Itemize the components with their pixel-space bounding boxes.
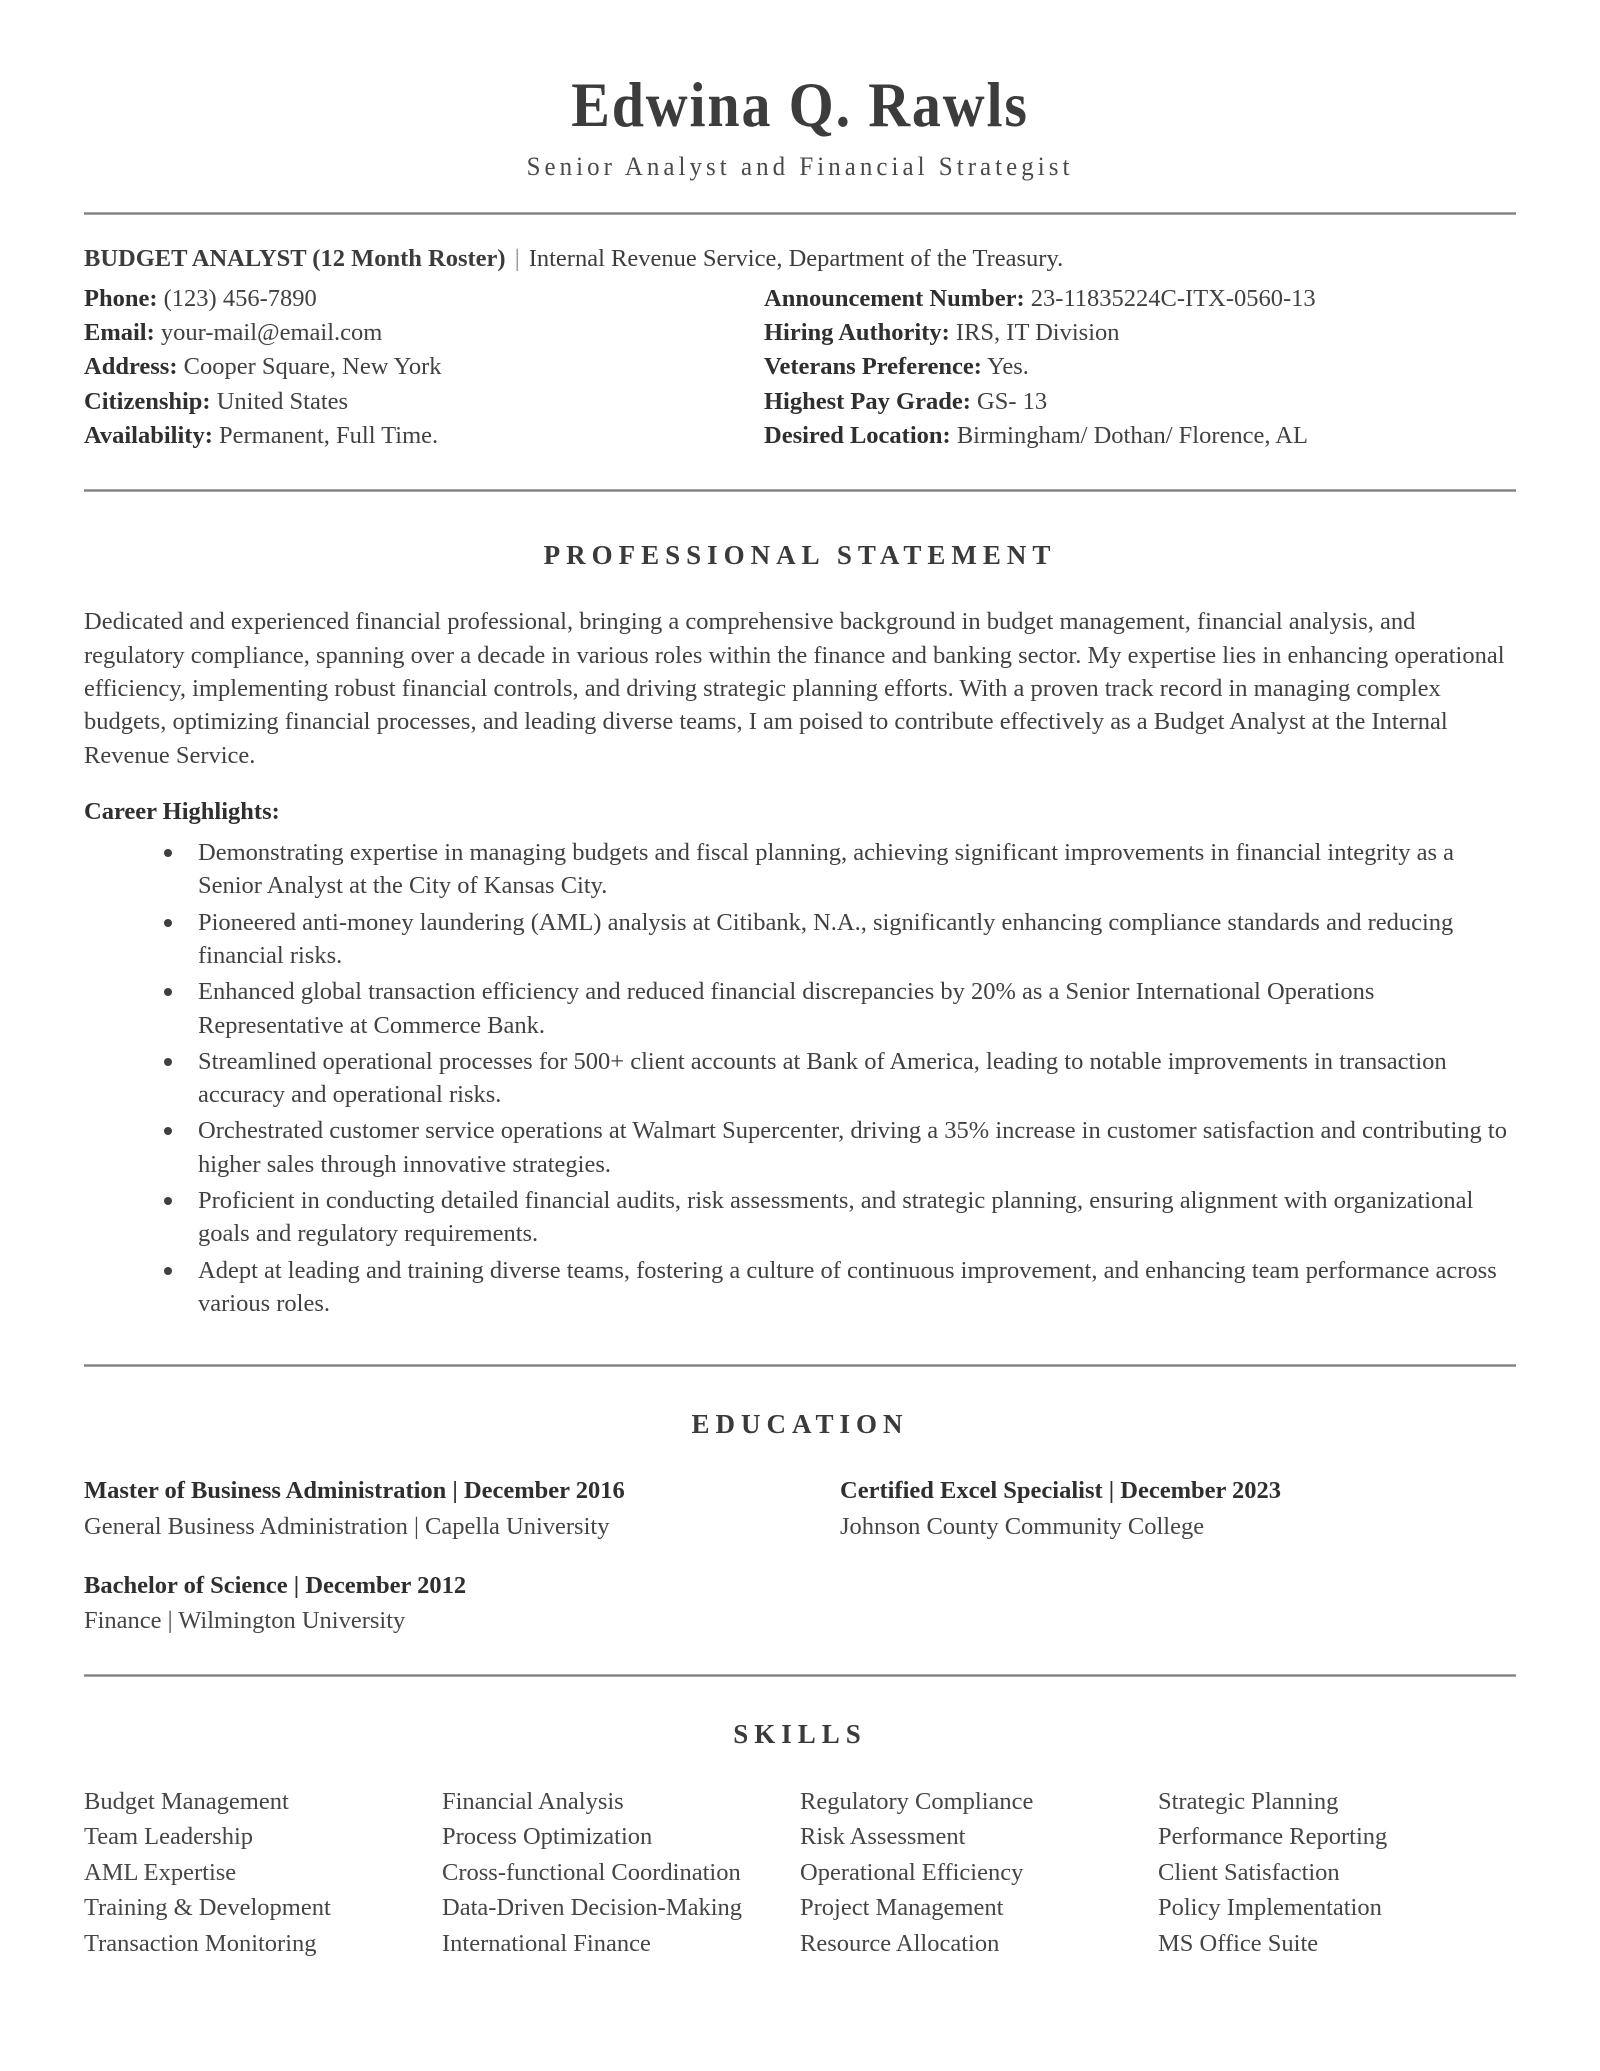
education-detail: Johnson County Community College — [840, 1512, 1205, 1540]
contact-label-availability: Availability: — [84, 422, 213, 450]
contact-value-veterans-preference: Yes. — [987, 353, 1029, 381]
education-degree: Bachelor of Science | December 2012 — [84, 1571, 467, 1599]
contact-label-address: Address: — [84, 353, 178, 381]
section-heading-professional-statement: PROFESSIONAL STATEMENT — [543, 540, 1057, 571]
contact-row-highest-pay-grade — [764, 385, 1516, 419]
contact-value-email: your-mail@email.com — [160, 319, 383, 347]
skill-item: Training & Development — [84, 1894, 331, 1922]
skill-item: Strategic Planning — [1158, 1787, 1339, 1815]
skills-column — [1158, 1784, 1516, 1962]
education-entry — [800, 1474, 1516, 1543]
contact-column-right — [764, 282, 1516, 453]
contact-column-left — [84, 282, 764, 453]
contact-label-hiring-authority: Hiring Authority: — [764, 319, 950, 347]
contact-row-hiring-authority — [764, 316, 1516, 350]
skill-item: Regulatory Compliance — [800, 1787, 1034, 1815]
education-row — [84, 1474, 1516, 1543]
skill-item: Project Management — [800, 1894, 1004, 1922]
contact-row-desired-location — [764, 419, 1516, 453]
education-entry — [84, 1569, 800, 1638]
list-item: Demonstrating expertise in managing budgets and fiscal planning, achieving significant improvements in financial integrity as a Senior Analyst at the City of Kansas City. — [156, 836, 1516, 903]
contact-row-announcement-number — [764, 282, 1516, 316]
contact-row-phone — [84, 282, 764, 316]
contact-label-citizenship: Citizenship: — [84, 387, 211, 415]
contact-value-desired-location: Birmingham/ Dothan/ Florence, AL — [956, 422, 1308, 450]
list-item: Adept at leading and training diverse teams, fostering a culture of continuous improvement, and enhancing team performance across various roles. — [156, 1254, 1516, 1321]
skill-item: Policy Implementation — [1158, 1894, 1382, 1922]
list-item: Orchestrated customer service operations at Walmart Supercenter, driving a 35% increase in customer satisfaction and contributing to higher sales through innovative strategies. — [156, 1114, 1516, 1181]
contact-row-citizenship — [84, 385, 764, 419]
list-item: Pioneered anti-money laundering (AML) analysis at Citibank, N.A., significantly enhancing compliance standards and reducing financial risks. — [156, 906, 1516, 973]
skill-item: International Finance — [442, 1929, 651, 1957]
skills-grid — [84, 1784, 1516, 1962]
contact-row-email — [84, 316, 764, 350]
education-divider — [84, 1364, 1516, 1367]
education-degree: Certified Excel Specialist | December 2023 — [840, 1477, 1282, 1505]
education-row — [84, 1569, 1516, 1638]
contact-value-announcement-number: 23-11835224C-ITX-0560-13 — [1030, 284, 1316, 312]
target-position-role: BUDGET ANALYST (12 Month Roster) — [84, 245, 506, 273]
skill-item: Client Satisfaction — [1158, 1858, 1340, 1886]
skill-item: MS Office Suite — [1158, 1929, 1319, 1957]
skill-item: Process Optimization — [442, 1823, 653, 1851]
skill-item: Operational Efficiency — [800, 1858, 1024, 1886]
skill-item: Data-Driven Decision-Making — [442, 1894, 743, 1922]
section-heading-skills: SKILLS — [733, 1718, 867, 1749]
skill-item: Team Leadership — [84, 1823, 254, 1851]
target-position-line — [84, 241, 1516, 278]
section-heading-education: EDUCATION — [691, 1409, 909, 1440]
contact-row-veterans-preference — [764, 350, 1516, 384]
contact-value-hiring-authority: IRS, IT Division — [955, 319, 1120, 347]
skill-item: AML Expertise — [84, 1858, 237, 1886]
contact-label-veterans-preference: Veterans Preference: — [764, 353, 982, 381]
contact-value-address: Cooper Square, New York — [183, 353, 442, 381]
contact-block — [84, 215, 1516, 453]
education-entry — [84, 1474, 800, 1543]
contact-row-address — [84, 350, 764, 384]
skills-column — [442, 1784, 800, 1962]
skill-item: Performance Reporting — [1158, 1823, 1388, 1851]
professional-statement-paragraph: Dedicated and experienced financial professional, bringing a comprehensive background in budget management, financial analysis, and regulatory compliance, spanning over a decade in various roles within the finance and banking sector. My expertise lies in enhancing operational efficiency, implementing robust financial controls, and driving strategic planning efforts. With a proven track record in managing complex budgets, optimizing financial processes, and leading diverse teams, I am poised to contribute effectively as a Budget Analyst at the Internal Revenue Service. — [84, 608, 1505, 769]
contact-value-highest-pay-grade: GS- 13 — [977, 387, 1048, 415]
contact-value-citizenship: United States — [216, 387, 349, 415]
skill-item: Resource Allocation — [800, 1929, 1000, 1957]
skills-divider — [84, 1674, 1516, 1677]
skills-column — [800, 1784, 1158, 1962]
contact-value-phone: (123) 456-7890 — [163, 284, 317, 312]
education-grid — [84, 1474, 1516, 1637]
skill-item: Cross-functional Coordination — [442, 1858, 741, 1886]
contact-row-availability — [84, 419, 764, 453]
education-detail: General Business Administration | Capella University — [84, 1512, 610, 1540]
career-highlights-list — [84, 836, 1516, 1320]
skills-column — [84, 1784, 442, 1962]
skill-item: Risk Assessment — [800, 1823, 966, 1851]
candidate-job-title: Senior Analyst and Financial Strategist — [526, 152, 1074, 182]
contact-columns — [84, 282, 1516, 453]
contact-label-email: Email: — [84, 319, 155, 347]
target-position-organization: Internal Revenue Service, Department of the Treasury. — [528, 245, 1064, 273]
skill-item: Financial Analysis — [442, 1787, 624, 1815]
education-degree: Master of Business Administration | December 2016 — [84, 1477, 625, 1505]
contact-label-desired-location: Desired Location: — [764, 422, 951, 450]
candidate-name: Edwina Q. Rawls — [571, 70, 1029, 140]
contact-value-availability: Permanent, Full Time. — [218, 422, 439, 450]
list-item: Streamlined operational processes for 500+ client accounts at Bank of America, leading to notable improvements in transaction accuracy and operational risks. — [156, 1045, 1516, 1112]
contact-label-announcement-number: Announcement Number: — [764, 284, 1025, 312]
education-entry-empty — [800, 1569, 1516, 1638]
career-highlights-label: Career Highlights: — [84, 797, 280, 825]
skill-item: Transaction Monitoring — [84, 1929, 317, 1957]
list-item: Enhanced global transaction efficiency and reduced financial discrepancies by 20% as a Senior International Operations Representative at Commerce Bank. — [156, 975, 1516, 1042]
position-separator: | — [514, 245, 520, 273]
skill-item: Budget Management — [84, 1787, 289, 1815]
contact-label-phone: Phone: — [84, 284, 158, 312]
education-detail: Finance | Wilmington University — [84, 1607, 406, 1635]
list-item: Proficient in conducting detailed financial audits, risk assessments, and strategic planning, ensuring alignment with organizational goals and regulatory requirements. — [156, 1184, 1516, 1251]
contact-label-highest-pay-grade: Highest Pay Grade: — [764, 387, 971, 415]
resume-header — [84, 0, 1516, 182]
contact-divider — [84, 489, 1516, 492]
